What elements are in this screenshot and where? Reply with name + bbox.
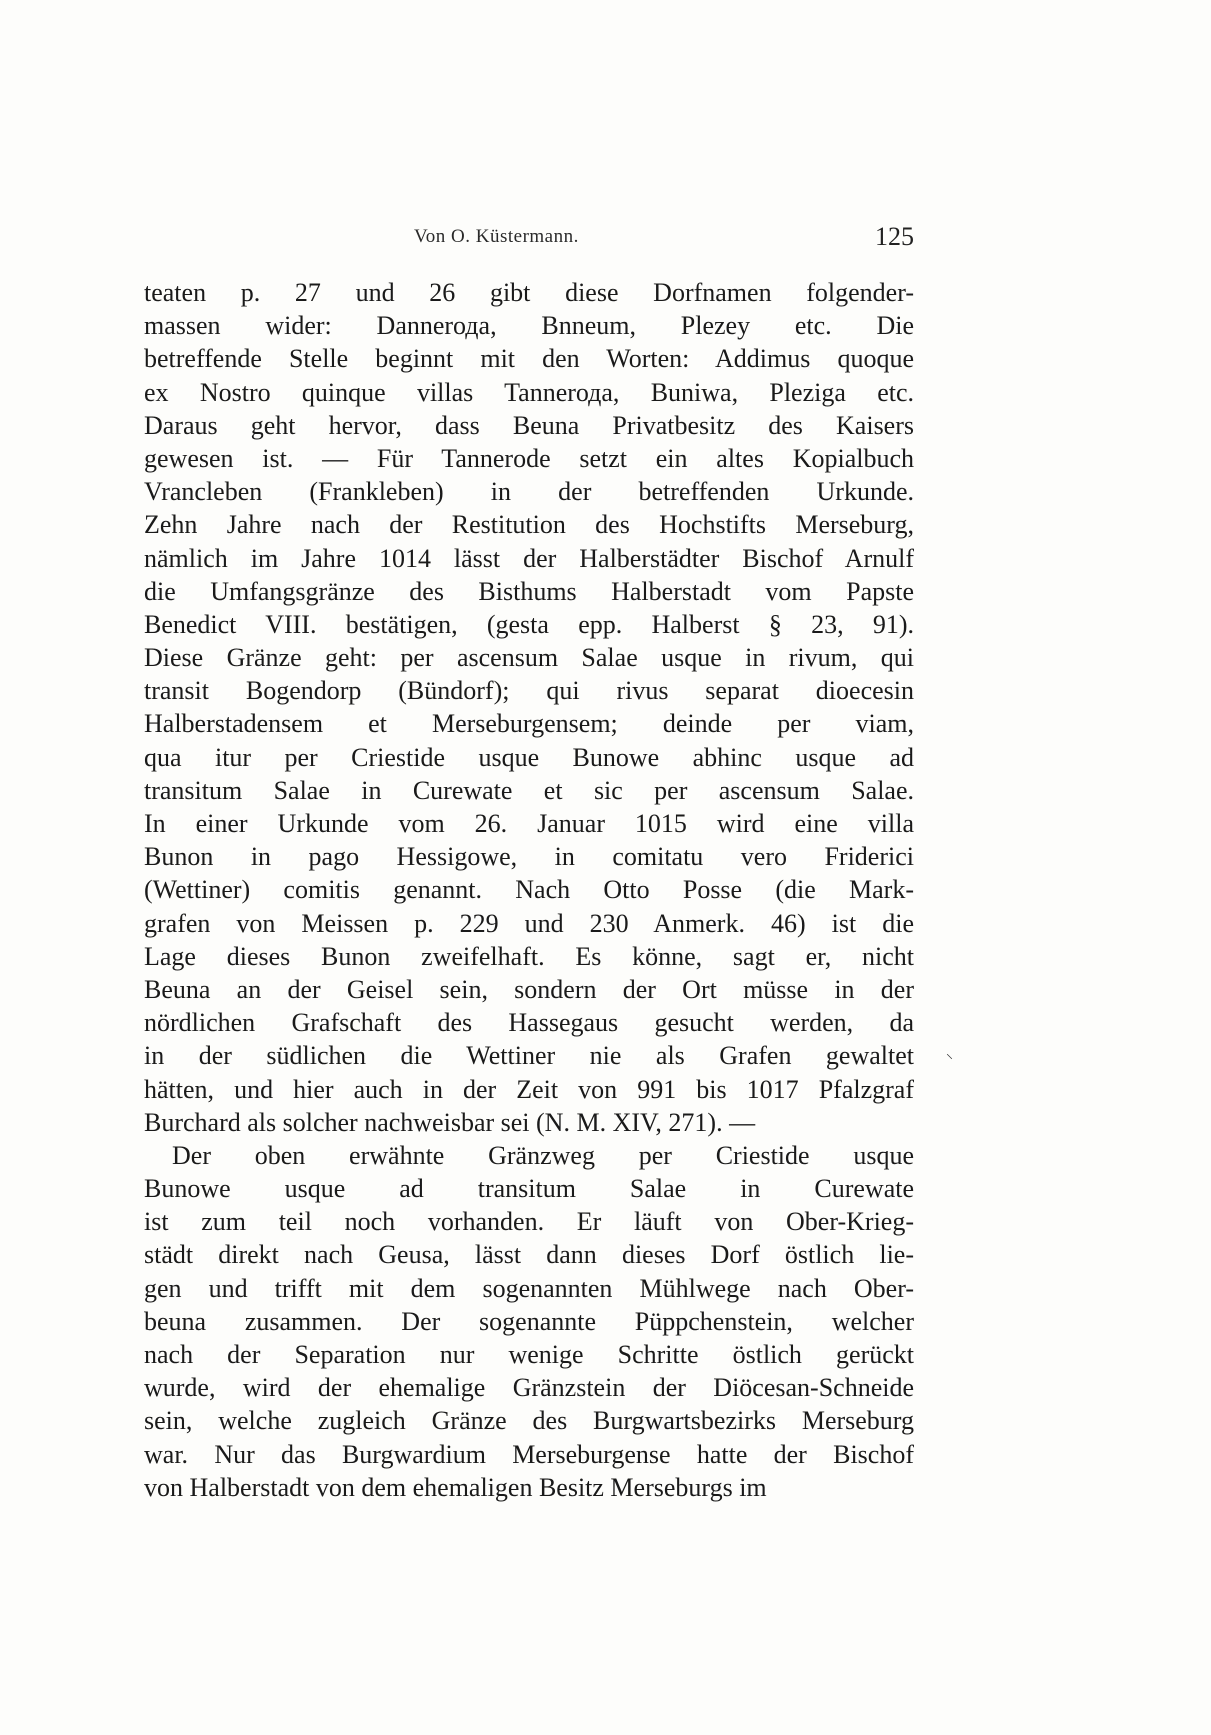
text-line: Halberstadensem et Merseburgensem; deinde per viam,: [144, 709, 914, 739]
running-head: Von O. Küstermann.: [414, 226, 579, 247]
text-line: massen wider: Dannerода, Bnneum, Plezey etc. Die: [144, 311, 914, 341]
text-line: betreffende Stelle beginnt mit den Worten: Addimus quoque: [144, 344, 914, 374]
text-line: wurde, wird der ehemalige Gränzstein der Diöcesan-Schneide: [144, 1373, 914, 1403]
text-line: Benedict VIII. bestätigen, (gesta epp. Halberst § 23, 91).: [144, 609, 914, 639]
text-line: nach der Separation nur wenige Schritte östlich gerückt: [144, 1340, 914, 1369]
text-line: transit Bogendorp (Bündorf); qui rivus separat dioecesin: [144, 676, 914, 706]
text-line: Daraus geht hervor, dass Beuna Privatbesitz des Kaisers: [144, 410, 914, 440]
text-line: Der oben erwähnte Gränzweg per Criestide usque: [172, 1140, 914, 1170]
text-line: In einer Urkunde vom 26. Januar 1015 wird eine villa: [144, 809, 914, 838]
text-line: (Wettiner) comitis genannt. Nach Otto Posse (die Mark-: [144, 875, 914, 905]
text-line: ex Nostro quinque villas Tannerода, Buniwa, Pleziga etc.: [144, 377, 914, 407]
text-line: teaten p. 27 und 26 gibt diese Dorfnamen folgender-: [144, 278, 914, 307]
text-line: in der südlichen die Wettiner nie als Grafen gewaltet: [144, 1041, 914, 1071]
text-line: beuna zusammen. Der sogenannte Püppchenstein, welcher: [144, 1306, 914, 1336]
margin-mark: ⸜: [946, 1046, 953, 1062]
text-line: ist zum teil noch vorhanden. Er läuft von Ober-Krieg-: [144, 1207, 914, 1237]
page-header: [144, 222, 914, 256]
text-line: nämlich im Jahre 1014 lässt der Halberstädter Bischof Arnulf: [144, 543, 914, 573]
page-number: 125: [875, 222, 914, 251]
text-line: sein, welche zugleich Gränze des Burgwartsbezirks Merseburg: [144, 1406, 914, 1436]
text-line: gewesen ist. — Für Tannerode setzt ein altes Kopialbuch: [144, 443, 914, 473]
text-line: Bunowe usque ad transitum Salae in Curewate: [144, 1174, 914, 1204]
text-line: war. Nur das Burgwardium Merseburgense hatte der Bischof: [144, 1439, 914, 1469]
text-line: Beuna an der Geisel sein, sondern der Ort müsse in der: [144, 974, 914, 1004]
text-line: Burchard als solcher nachweisbar sei (N. M. XIV, 271). —: [144, 1107, 756, 1137]
text-line: qua itur per Criestide usque Bunowe abhinc usque ad: [144, 742, 914, 772]
text-line: Vrancleben (Frankleben) in der betreffenden Urkunde.: [144, 477, 914, 507]
body-text: [144, 276, 914, 1504]
text-line: Lage dieses Bunon zweifelhaft. Es könne, sagt er, nicht: [144, 941, 914, 971]
text-line: nördlichen Grafschaft des Hassegaus gesucht werden, da: [144, 1008, 914, 1038]
text-line: Zehn Jahre nach der Restitution des Hochstifts Merseburg,: [144, 510, 914, 540]
text-line: hätten, und hier auch in der Zeit von 991 bis 1017 Pfalzgraf: [144, 1074, 914, 1104]
text-line: grafen von Meissen p. 229 und 230 Anmerk. 46) ist die: [144, 908, 914, 938]
text-line: von Halberstadt von dem ehemaligen Besitz Merseburgs im: [144, 1472, 767, 1502]
text-line: transitum Salae in Curewate et sic per ascensum Salae.: [144, 775, 914, 805]
text-line: städt direkt nach Geusa, lässt dann dieses Dorf östlich lie-: [144, 1240, 914, 1270]
text-line: Diese Gränze geht: per ascensum Salae usque in rivum, qui: [144, 643, 914, 673]
text-line: die Umfangsgränze des Bisthums Halberstadt vom Papste: [144, 576, 914, 606]
text-line: Bunon in pago Hessigowe, in comitatu vero Friderici: [144, 842, 914, 872]
text-line: gen und trifft mit dem sogenannten Mühlwege nach Ober-: [144, 1273, 914, 1303]
